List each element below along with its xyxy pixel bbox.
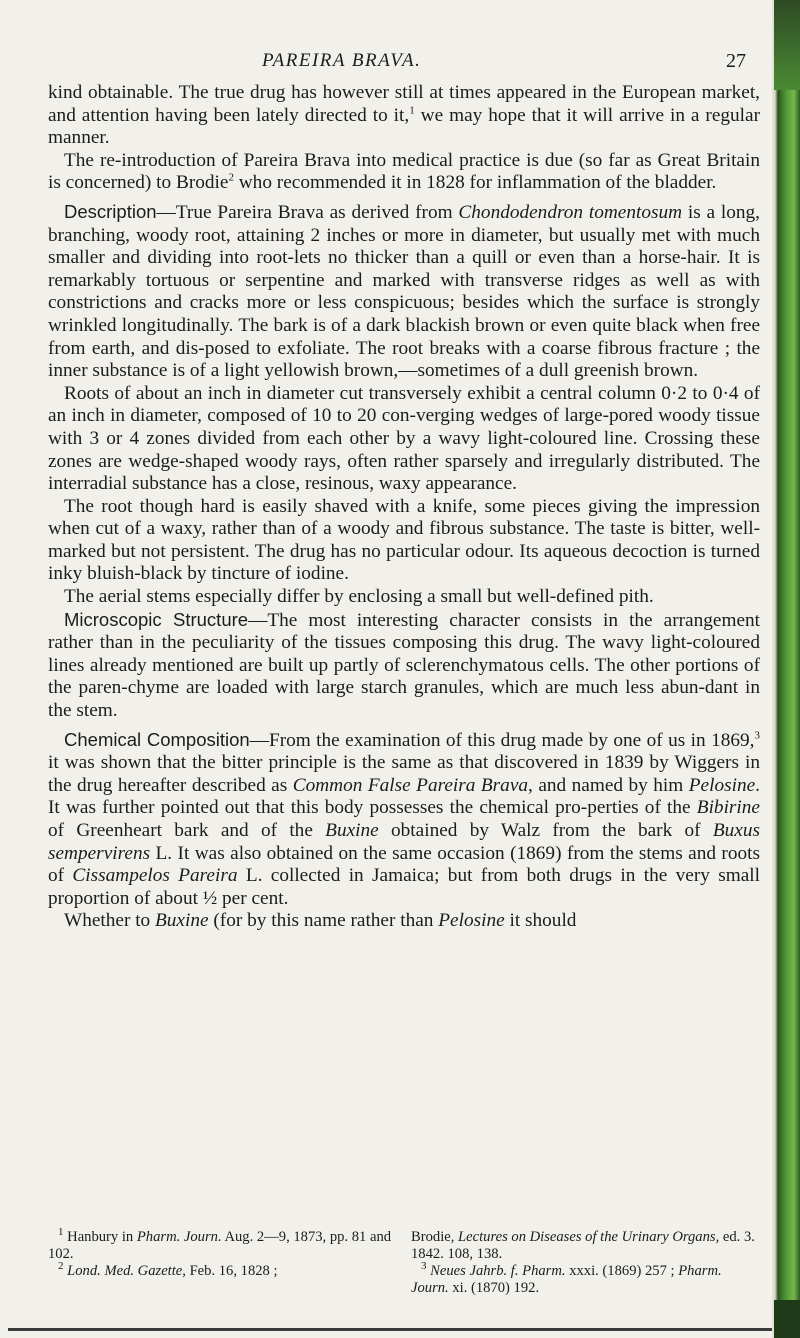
footnote-ref: 1 xyxy=(409,104,415,117)
body-text xyxy=(48,82,760,933)
paragraph-taste: The root though hard is easily shaved with a knife, some pieces giving the impression when cut of a waxy, rather than of a woody and fibrous substance. The taste is bitter, well-marked but not persistent. The drug has no particular odour. Its aqueous decoction is turned inky bluish-black by tincture of iodine. xyxy=(48,495,760,585)
section-heading-chemical: Chemical Composition xyxy=(64,728,250,750)
page-number: 27 xyxy=(726,50,746,72)
footnote-1: $^1$ Hanbury in Pharm. Journ. Aug. 2—9, 1873, pp. 81 and 102. xyxy=(48,1226,392,1262)
paragraph-chemical: Chemical Composition—From the examination of this drug made by one of us in 1869,$^3$ it was shown that the bitter principle is the same as that discovered in 1839 by Wiggers in the drug hereafter described as Common False Pareira Brava, and named by him Pelosine. It was further pointed out that this body possesses the chemical pro-perties of the Bibirine of Greenheart bark and of the Buxine obtained by Walz from the bark of Buxus sempervirens L. It was also obtained on the same occasion (1869) from the stems and roots of Cissampelos Pareira L. collected in Jamaica; but from both drugs in the very small proportion of about ½ per cent. xyxy=(48,728,760,909)
paragraph-whether: Whether to Buxine (for by this name rather than Pelosine it should xyxy=(64,910,577,932)
paragraph-intro: kind obtainable. The true drug has however still at times appeared in the European market, and attention having been lately directed to it,$^1$ we may hope that it will arrive in a regular manner. xyxy=(48,82,761,149)
section-heading-microscopic: Microscopic Structure xyxy=(64,608,249,630)
page-header xyxy=(0,50,760,80)
section-heading-description: Description xyxy=(64,200,157,222)
paragraph-microscopic: Microscopic Structure—The most interesting character consists in the arrangement rather than in the peculiarity of the tissues composing this drug. The wavy light-coloured lines already mentioned are built up partly of sclerenchymatous cells. The other portions of the paren-chyme are loaded with large starch granules, which are much less abun-dant in the stem. xyxy=(48,608,760,722)
footnote-2-continued: Brodie, Lectures on Diseases of the Urinary Organs, ed. 3. 1842. 108, 138. xyxy=(411,1229,755,1262)
footnotes xyxy=(48,1226,760,1297)
footnote-ref: 2 xyxy=(228,171,234,184)
page-edge-binding xyxy=(772,0,800,1338)
footnote-3: $^3$ Neues Jahrb. f. Pharm. xxxi. (1869) 257 ; Pharm. Journ. xi. (1870) 192. xyxy=(411,1260,722,1296)
running-title: PAREIRA BRAVA. xyxy=(262,50,422,71)
paragraph-roots: Roots of about an inch in diameter cut transversely exhibit a central column 0·2 to 0·4 of an inch in diameter, composed of 10 to 20 con-verging wedges of large-pored woody tissue with 3 or 4 zones divided from each other by a wavy light-coloured line. Crossing these zones are wedge-shaped woody rays, often rather sparsely and irregularly distributed. The interradial substance has a close, resinous, waxy appearance. xyxy=(48,382,760,495)
page-edge-top-shadow xyxy=(774,0,800,90)
paragraph-stems: The aerial stems especially differ by enclosing a small but well-defined pith. xyxy=(64,586,654,608)
paragraph-description: Description—True Pareira Brava as derived from Chondodendron tomentosum is a long, branching, woody root, attaining 2 inches or more in diameter, but usually met with much smaller and dividing into root-lets no thicker than a quill or even than a horse-hair. It is remarkably tortuous or serpentine and marked with transverse ridges as well as with constrictions and cracks more or less conspicuous; besides which the surface is strongly wrinkled longitudinally. The bark is of a dark blackish brown or even quite black when free from earth, and dis-posed to exfoliate. The root breaks with a coarse fibrous fracture ; the inner substance is of a light yellowish brown,—sometimes of a dull greenish brown. xyxy=(48,200,761,382)
page-edge-bottom-shadow xyxy=(774,1300,800,1338)
footnotes-left-column xyxy=(48,1226,397,1297)
footnote-ref: 3 xyxy=(754,729,760,742)
footnote-2: $^2$ Lond. Med. Gazette, Feb. 16, 1828 ; xyxy=(58,1260,278,1279)
footnotes-right-column xyxy=(411,1229,760,1297)
bottom-edge-line xyxy=(8,1328,772,1331)
paragraph-reintroduction: The re-introduction of Pareira Brava into medical practice is due (so far as Great Britain is concerned) to Brodie$^2$ who recommended it in 1828 for inflammation of the bladder. xyxy=(48,149,760,194)
